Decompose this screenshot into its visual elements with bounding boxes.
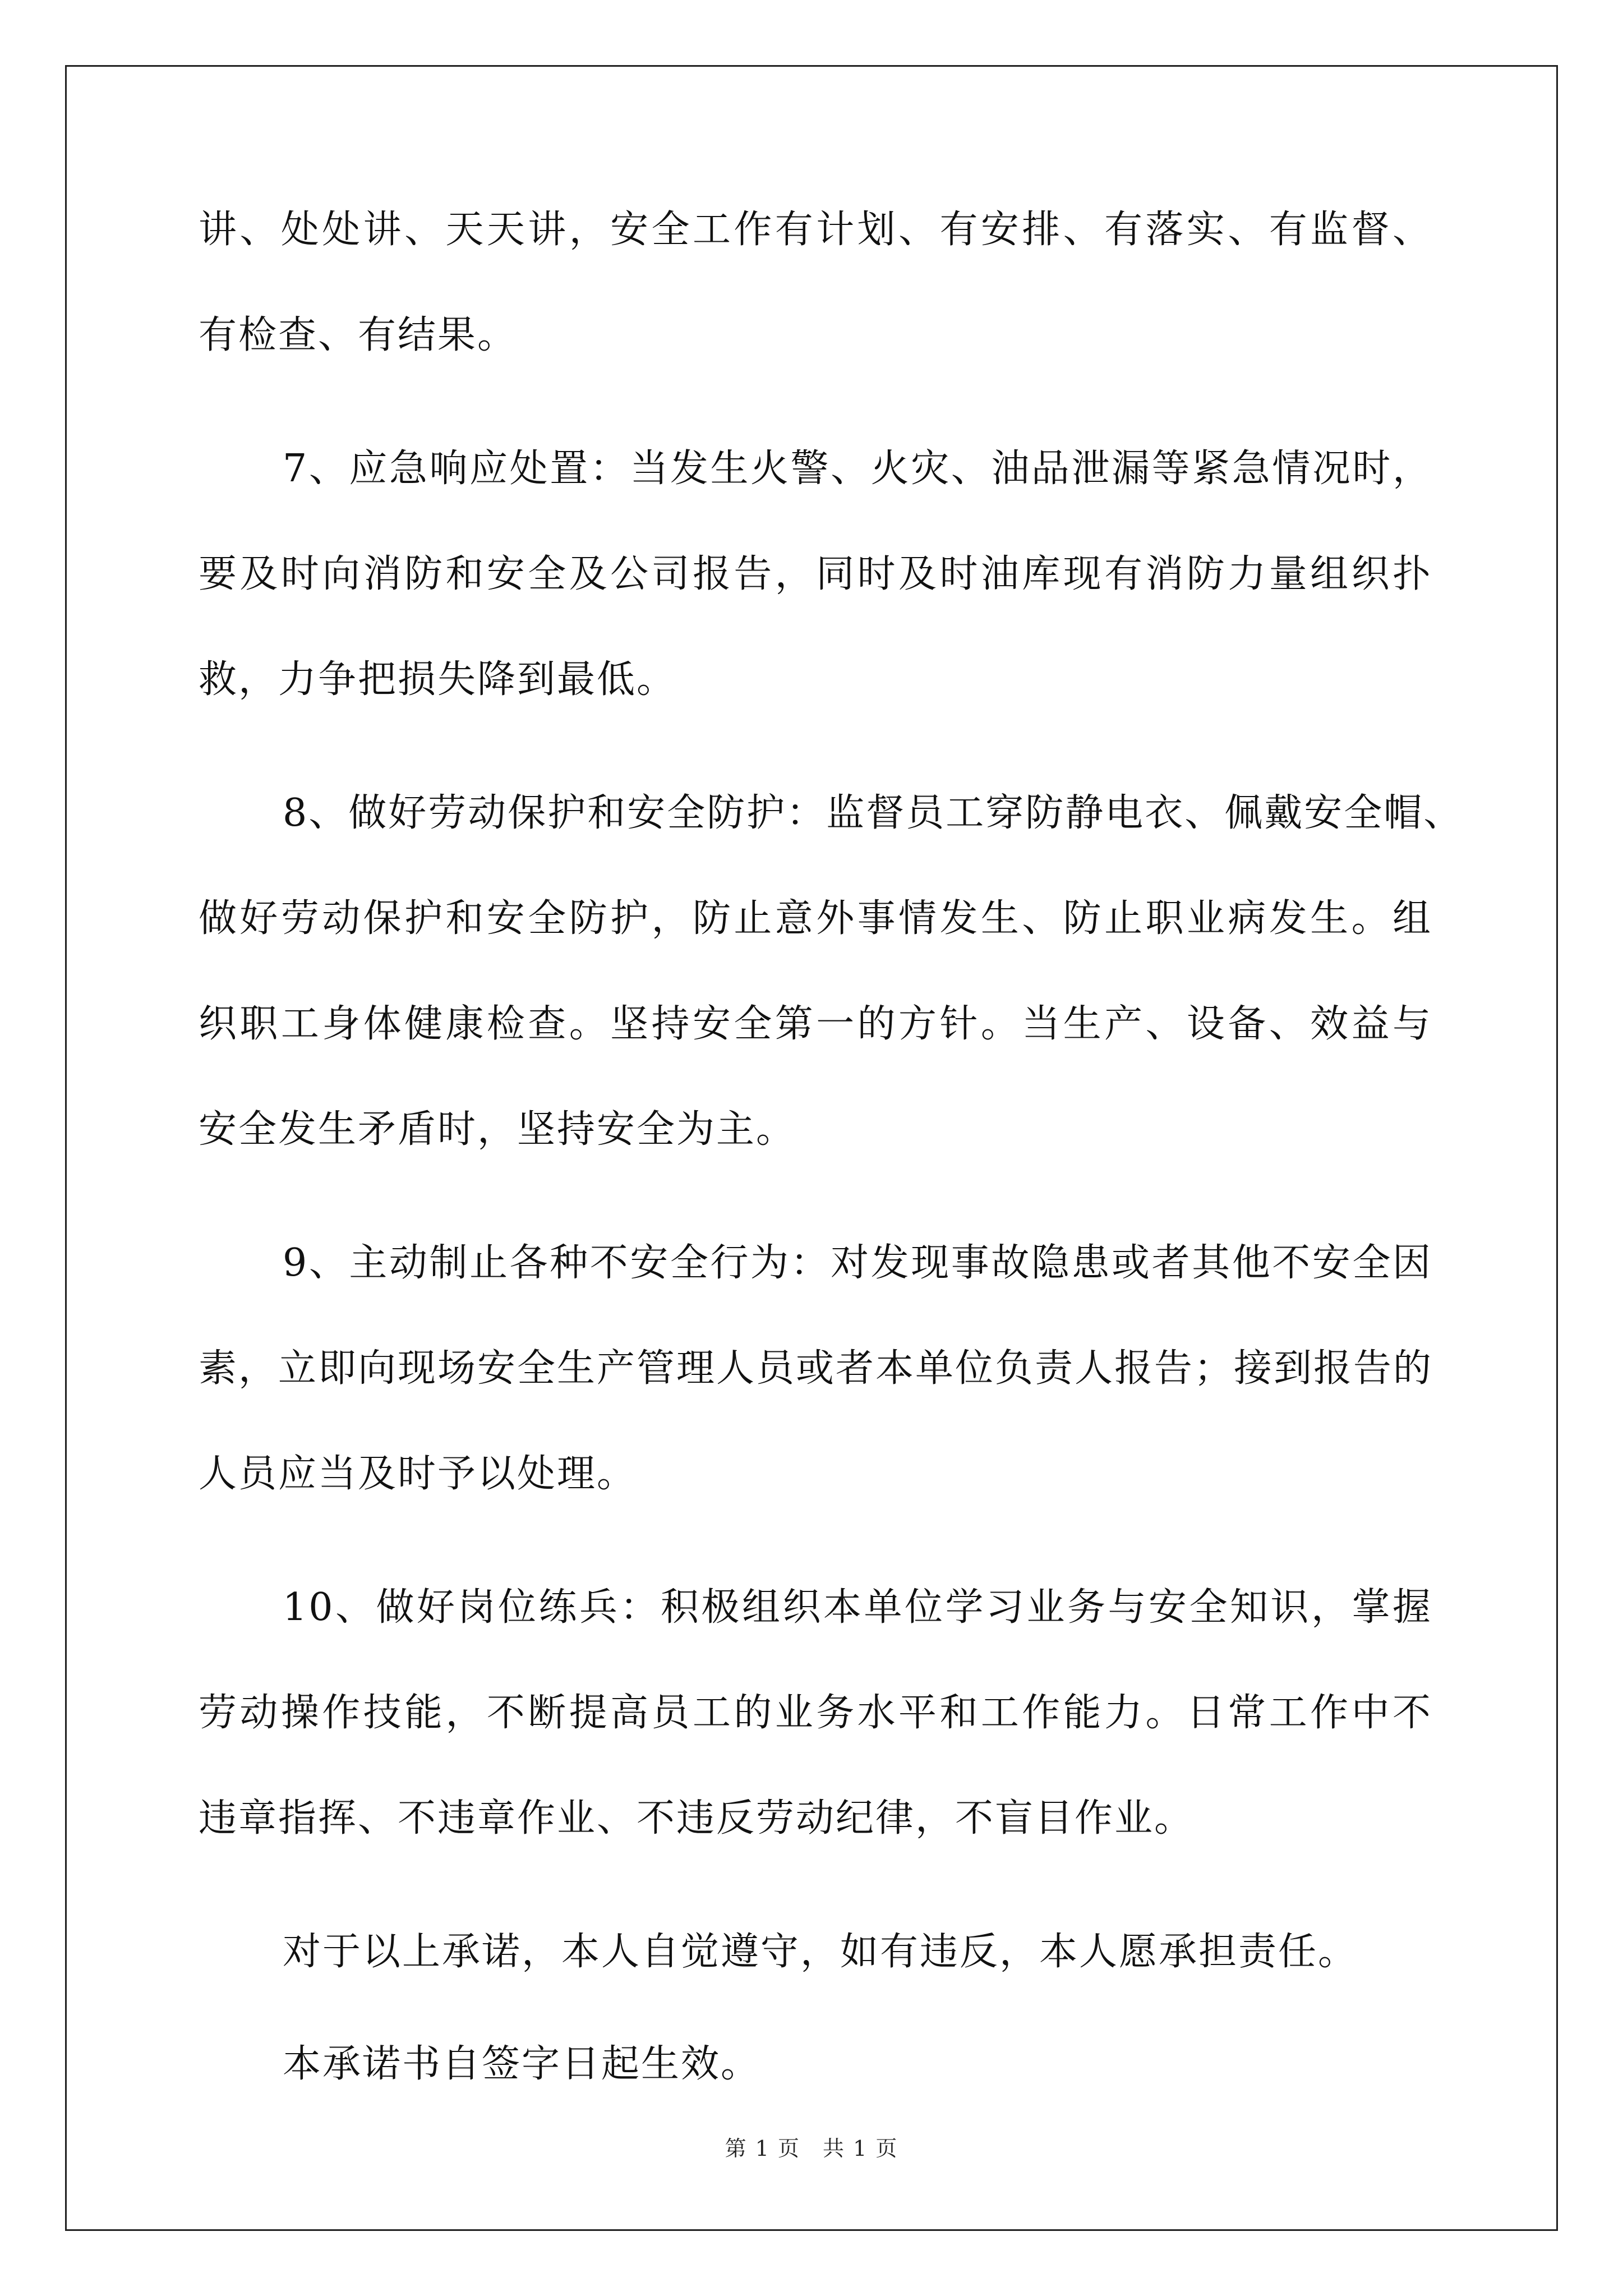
text-line: 要及时向消防和安全及公司报告，同时及时油库现有消防力量组织扑	[199, 552, 1432, 596]
text-line: 救，力争把损失降到最低。	[199, 657, 677, 702]
page-number: 第 1 页 共 1 页	[725, 2136, 898, 2161]
text-line: 安全发生矛盾时，坚持安全为主。	[199, 1107, 796, 1152]
text-line: 9、主动制止各种不安全行为：对发现事故隐患或者其他不安全因	[283, 1241, 1432, 1285]
text-line: 素，立即向现场安全生产管理人员或者本单位负责人报告；接到报告的	[199, 1346, 1433, 1391]
text-line: 10、做好岗位练兵：积极组织本单位学习业务与安全知识，掌握	[283, 1585, 1432, 1630]
text-line: 对于以上承诺，本人自觉遵守，如有违反，本人愿承担责任。	[283, 1930, 1358, 1974]
text-line: 人员应当及时予以处理。	[199, 1452, 637, 1496]
text-line: 7、应急响应处置：当发生火警、火灾、油品泄漏等紧急情况时，	[283, 447, 1432, 491]
text-line: 做好劳动保护和安全防护，防止意外事情发生、防止职业病发生。组	[199, 896, 1432, 941]
text-line: 织职工身体健康检查。坚持安全第一的方针。当生产、设备、效益与	[199, 1002, 1432, 1046]
text-line: 有检查、有结果。	[199, 313, 518, 357]
text-line: 违章指挥、不违章作业、不违反劳动纪律，不盲目作业。	[199, 1796, 1195, 1841]
text-line: 本承诺书自签字日起生效。	[283, 2042, 761, 2086]
text-line: 讲、处处讲、天天讲，安全工作有计划、有安排、有落实、有监督、	[199, 208, 1432, 252]
text-line: 劳动操作技能，不断提高员工的业务水平和工作能力。日常工作中不	[199, 1691, 1432, 1735]
text-line: 8、做好劳动保护和安全防护：监督员工穿防静电衣、佩戴安全帽、	[283, 791, 1464, 835]
